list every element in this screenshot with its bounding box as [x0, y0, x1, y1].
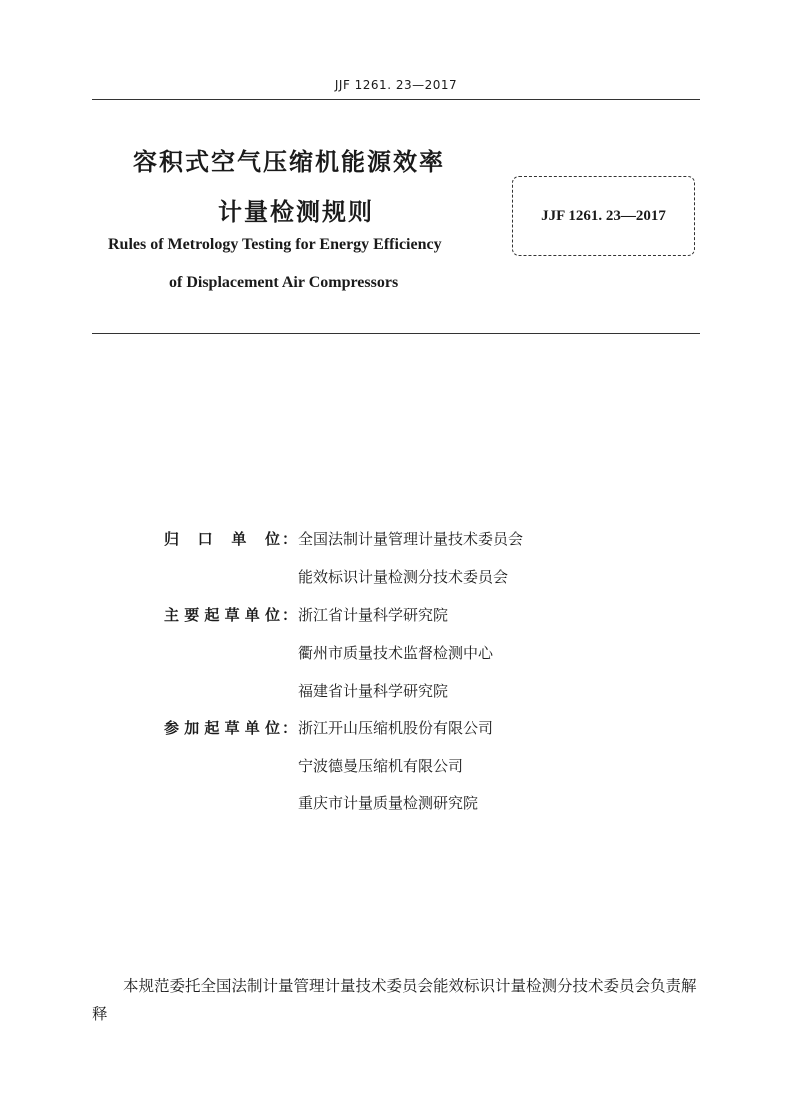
responsible-unit-value: 全国法制计量管理计量技术委员会	[298, 530, 524, 548]
main-drafting-unit-label: 主要起草单位	[164, 606, 280, 624]
title-chinese-line-1: 容积式空气压缩机能源效率	[133, 148, 445, 176]
main-drafting-unit-colon: ：	[282, 606, 298, 624]
title-english-line-1: Rules of Metrology Testing for Energy Efficiency	[108, 236, 442, 253]
header-divider	[92, 99, 700, 100]
title-divider	[92, 333, 700, 334]
responsible-unit-colon: ：	[282, 530, 298, 548]
participating-unit-value: 浙江开山压缩机股份有限公司	[298, 719, 494, 737]
header-document-code: JJF 1261. 23—2017	[334, 78, 458, 92]
responsible-unit-value: 能效标识计量检测分技术委员会	[298, 568, 509, 586]
main-drafting-unit-value: 衢州市质量技术监督检测中心	[298, 644, 494, 662]
participating-unit-colon: ：	[282, 719, 298, 737]
title-english-line-2: of Displacement Air Compressors	[169, 274, 399, 291]
main-drafting-unit-value: 浙江省计量科学研究院	[298, 606, 449, 624]
participating-unit-value: 宁波德曼压缩机有限公司	[298, 757, 464, 775]
main-drafting-unit-value: 福建省计量科学研究院	[298, 682, 449, 700]
responsible-unit-label: 归口单位	[164, 530, 280, 548]
title-chinese-line-2: 计量检测规则	[218, 198, 374, 226]
standard-code-box	[512, 176, 695, 256]
interpretation-note: 本规范委托全国法制计量管理计量技术委员会能效标识计量检测分技术委员会负责解释	[92, 977, 697, 1023]
participating-unit-value: 重庆市计量质量检测研究院	[298, 794, 479, 812]
participating-unit-label: 参加起草单位	[164, 719, 280, 737]
standard-code: JJF 1261. 23—2017	[541, 207, 666, 224]
